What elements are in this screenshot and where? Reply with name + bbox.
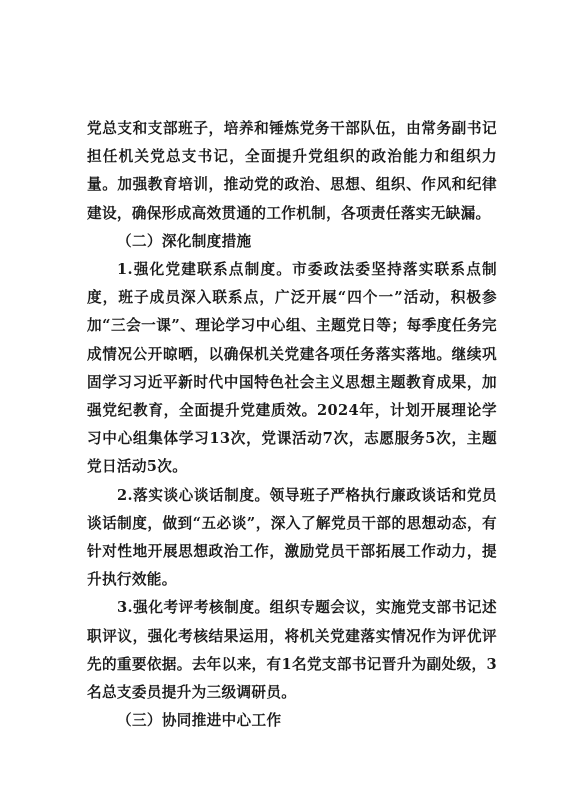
- paragraph-party-branch-building: 党总支和支部班子，培养和锤炼党务干部队伍，由常务副书记担任机关党总支书记，全面提升党组织的政治能力和组织力量。加强教育培训，推动党的政治、思想、组织、作风和纪律建设，确保形成高效贯通的工作机制，各项责任落实无缺漏。: [87, 120, 497, 222]
- section-heading-coordinate-central-work: （三）协同推进中心工作: [117, 712, 282, 730]
- paragraph-evaluation-assessment-system: 3.强化考评考核制度。组织专题会议，实施党支部书记述职评议，强化考核结果运用，将机关党建落实情况作为评优评先的重要依据。去年以来，有1名党支部书记晋升为副处级，3名总支委员提升为三级调研员。: [87, 599, 497, 702]
- paragraph-heart-to-heart-talk-system: 2.落实谈心谈话制度。领导班子严格执行廉政谈话和党员谈话制度，做到“五必谈”，深入了解党员干部的思想动态，有针对性地开展思想政治工作，激励党员干部拓展工作动力，提升执行效能。: [87, 486, 497, 589]
- section-heading-deepen-institutional-measures: （二）深化制度措施: [117, 232, 252, 250]
- document-body: [87, 115, 497, 735]
- paragraph-contact-point-system: 1.强化党建联系点制度。市委政法委坚持落实联系点制度，班子成员深入联系点，广泛开展“四个一”活动，积极参加“三会一课”、理论学习中心组、主题党日等；每季度任务完成情况公开晾晒，以确保机关党建各项任务落实落地。继续巩固学习习近平新时代中国特色社会主义思想主题教育成果，加强党纪教育，全面提升党建质效。2024年，计划开展理论学习中心组集体学习13次，党课活动7次，志愿服务5次，主题党日活动5次。: [87, 261, 497, 476]
